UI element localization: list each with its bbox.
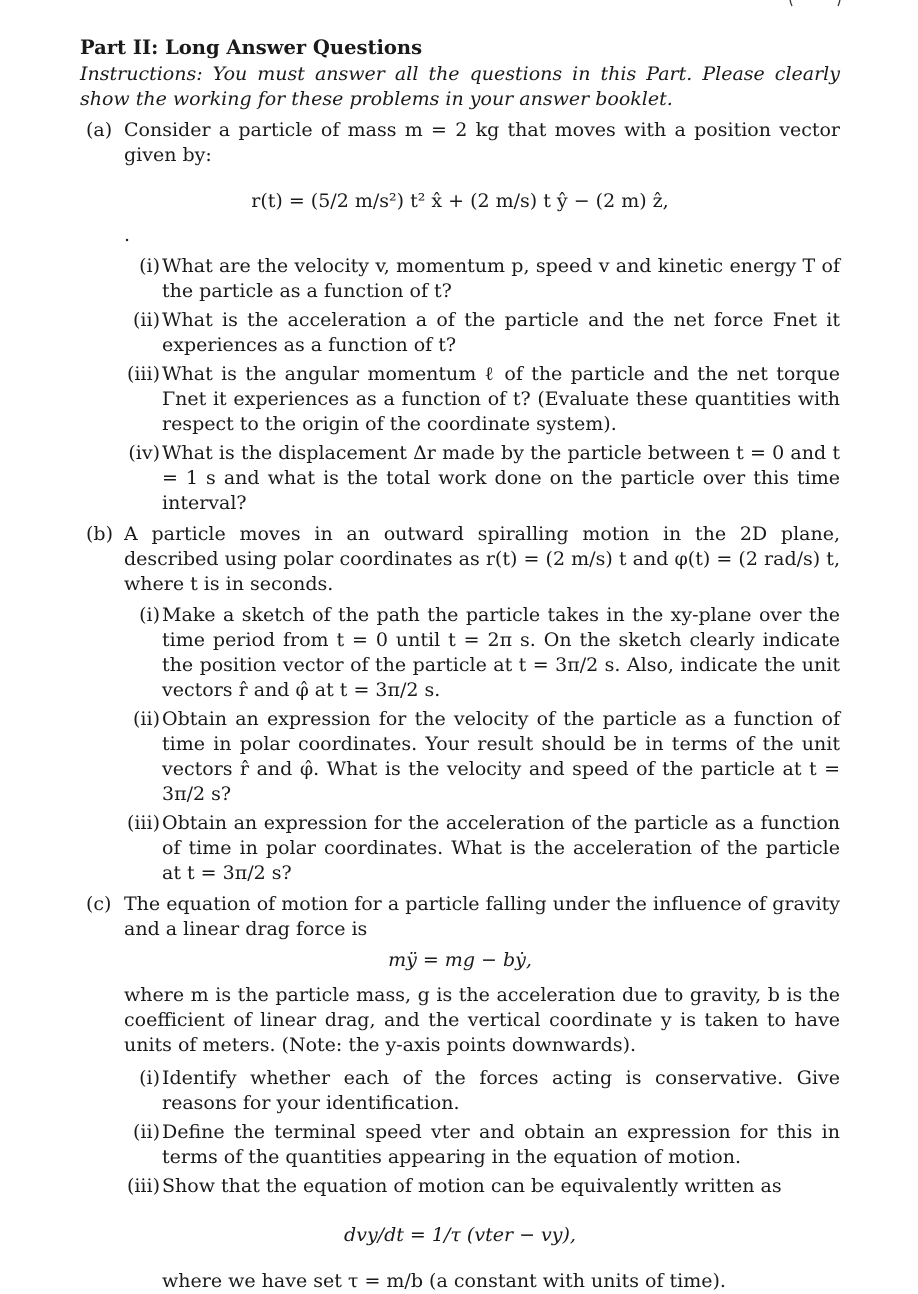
question-b-i-text: Make a sketch of the path the particle takes in the xy-plane over the time period from t = 0 until t = 2π s. On the sketch clearly indicate the position vector of the particle at t = 3π/2 s. Also, indicate the unit vectors r̂ and φ̂ at t = 3π/2 s. <box>162 604 840 701</box>
terminal-velocity-equation: dvy/dt = 1/τ (vter − vy), <box>344 1224 576 1246</box>
instructions: Instructions: You must answer all the questions in this Part. Please clearly show the working for these problems in your answer booklet. <box>80 63 840 110</box>
question-a <box>80 118 840 168</box>
question-b-ii <box>80 707 840 807</box>
question-c-i-label: (i) <box>139 1067 160 1089</box>
question-a-iii-text: What is the angular momentum ℓ of the particle and the net torque Γnet it experiences as a function of t? (Evaluate these quantities with respect to the origin of the coordinate system). <box>162 363 840 435</box>
question-c-ii-label: (ii) <box>133 1121 160 1143</box>
question-b-iii-label: (iii) <box>126 812 160 834</box>
question-b-i-label: (i) <box>139 604 160 626</box>
question-c-final: where we have set τ = m/b (a constant with units of time). <box>162 1270 726 1292</box>
stray-mark: . <box>124 224 131 246</box>
question-c <box>80 892 840 942</box>
question-a-iii-label: (iii) <box>126 363 160 385</box>
question-a-i-label: (i) <box>139 255 160 277</box>
question-a-ii <box>80 308 840 358</box>
position-equation-text: r(t) = (5/2 m/s²) t² x̂ + (2 m/s) t ŷ − (2 m) ẑ, <box>251 190 669 212</box>
question-b-label: (b) <box>86 523 113 545</box>
question-a-ii-text: What is the acceleration a of the particle and the net force Fnet it experiences as a function of t? <box>162 309 840 356</box>
question-a-iv-text: What is the displacement Δr made by the particle between t = 0 and t = 1 s and what is the total work done on the particle over this time interval? <box>162 442 840 514</box>
question-b-iii-text: Obtain an expression for the acceleration of the particle as a function of time in polar coordinates. What is the acceleration of the particle at t = 3π/2 s? <box>162 812 840 884</box>
question-b <box>80 522 840 597</box>
question-a-iv <box>80 441 840 516</box>
question-b-intro: A particle moves in an outward spiralling motion in the 2D plane, described using polar coordinates as r(t) = (2 m/s) t and φ(t) = (2 rad/s) t, where t is in seconds. <box>124 523 840 595</box>
question-c-iii-label: (iii) <box>126 1175 160 1197</box>
question-a-parts <box>80 254 840 516</box>
question-c-iii-text: Show that the equation of motion can be equivalently written as <box>162 1175 782 1197</box>
question-a-iii <box>80 362 840 437</box>
question-b-ii-label: (ii) <box>133 708 160 730</box>
question-c-ii <box>80 1120 840 1170</box>
motion-equation: mÿ = mg − bẏ, <box>388 949 532 971</box>
question-a-i <box>80 254 840 304</box>
exam-page <box>80 35 840 1294</box>
question-c-iii <box>80 1174 840 1199</box>
page-corner-bracket <box>788 0 848 8</box>
question-a-label: (a) <box>86 119 113 141</box>
question-c-i <box>80 1066 840 1116</box>
question-b-ii-text: Obtain an expression for the velocity of the particle as a function of time in polar coordinates. Your result should be in terms of the unit vectors r̂ and φ̂. What is the velocity and speed of the particle at t = 3π/2 s? <box>162 708 840 805</box>
question-b-iii <box>80 811 840 886</box>
question-c-label: (c) <box>86 893 112 915</box>
part-heading: Part II: Long Answer Questions <box>80 36 423 59</box>
question-c-intro: The equation of motion for a particle falling under the influence of gravity and a linear drag force is <box>124 893 840 940</box>
question-a-i-text: What are the velocity v, momentum p, speed v and kinetic energy T of the particle as a function of t? <box>162 255 840 302</box>
question-c-i-text: Identify whether each of the forces acting is conservative. Give reasons for your identification. <box>162 1067 840 1114</box>
question-a-ii-label: (ii) <box>133 309 160 331</box>
question-b-parts <box>80 603 840 886</box>
question-b-i <box>80 603 840 703</box>
position-equation <box>80 176 840 226</box>
question-c-parts <box>80 1066 840 1199</box>
question-c-explanation: where m is the particle mass, g is the acceleration due to gravity, b is the coefficient of linear drag, and the vertical coordinate y is taken to have units of meters. (Note: the y-axis points downwards). <box>124 984 840 1056</box>
question-c-ii-text: Define the terminal speed vter and obtain an expression for this in terms of the quantities appearing in the equation of motion. <box>162 1121 840 1168</box>
question-a-intro: Consider a particle of mass m = 2 kg that moves with a position vector given by: <box>124 119 840 166</box>
question-a-iv-label: (iv) <box>128 442 160 464</box>
